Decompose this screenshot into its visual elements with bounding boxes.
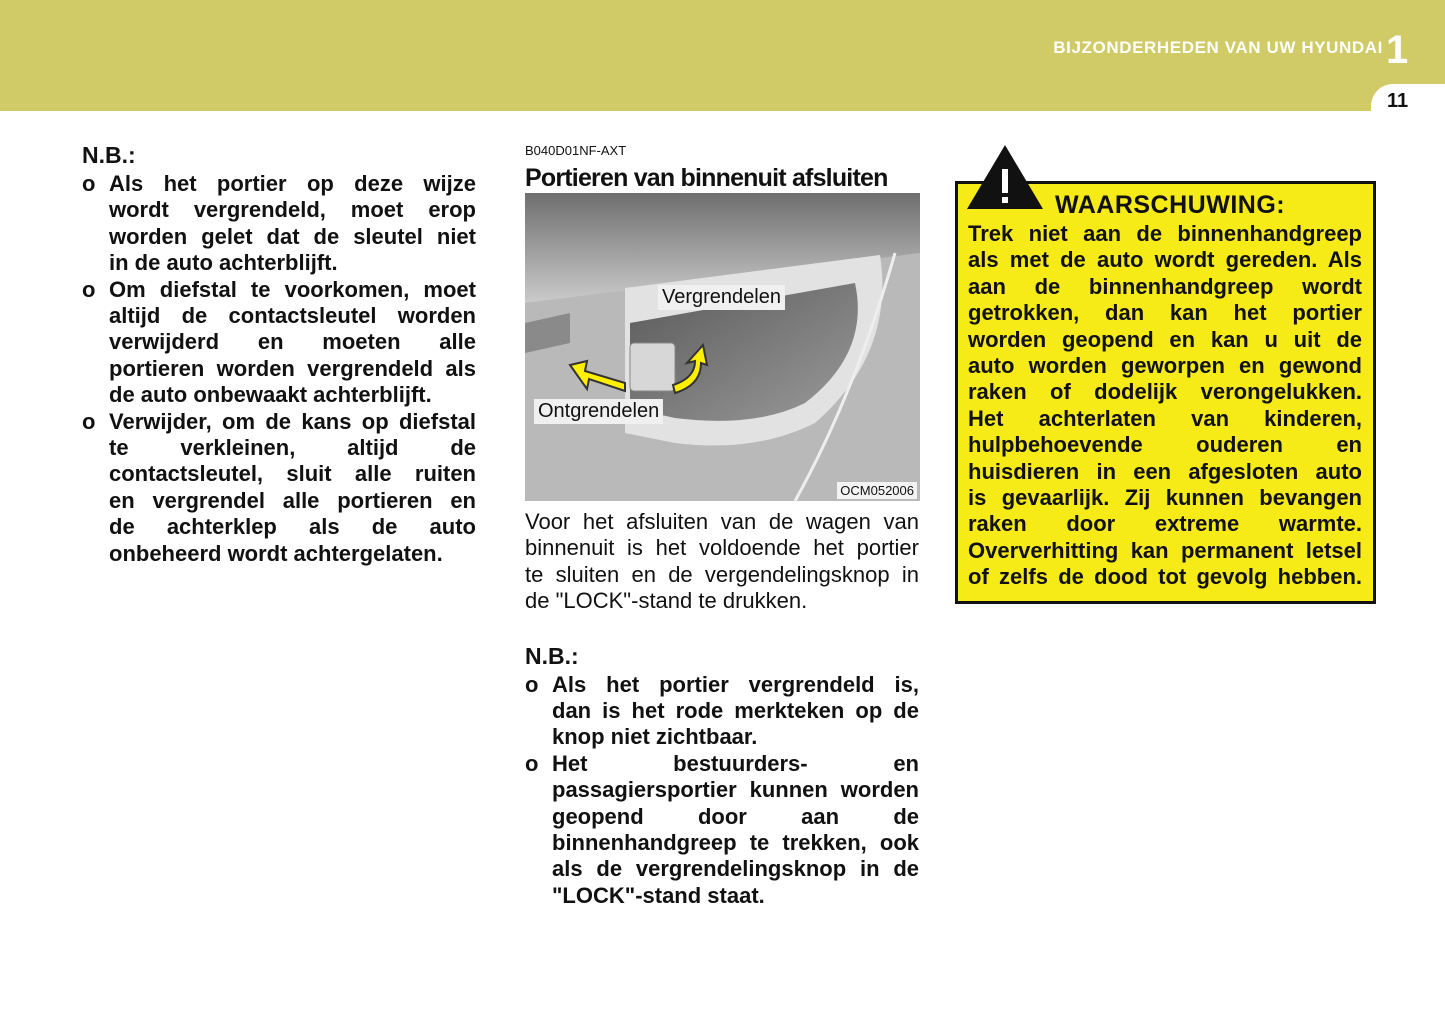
bullet-item bbox=[82, 171, 476, 277]
text-line: te verkleinen, altijd de bbox=[109, 435, 476, 461]
chapter-title: BIJZONDERHEDEN VAN UW HYUNDAI bbox=[1053, 38, 1383, 57]
bullet-marker: o bbox=[525, 671, 539, 697]
text-line: te sluiten en de vergendelingsknop in bbox=[525, 561, 919, 587]
text-line: als de vergrendelingsknop in de bbox=[552, 856, 919, 882]
text-line: huisdieren in een afgesloten auto bbox=[968, 458, 1362, 484]
text-line: Oververhitting kan permanent letsel bbox=[968, 537, 1362, 563]
text-line: de auto onbewaakt achterblijft. bbox=[109, 382, 432, 408]
text-line: Trek niet aan de binnenhandgreep bbox=[968, 221, 1362, 246]
text-line: geopend door aan de bbox=[552, 803, 919, 829]
middle-column bbox=[525, 143, 919, 193]
text-line: contactsleutel, sluit alle ruiten bbox=[109, 461, 476, 487]
middle-body bbox=[525, 509, 919, 909]
text-line: Het bestuurders- en bbox=[552, 750, 919, 776]
text-line: Om diefstal te voorkomen, moet bbox=[109, 276, 476, 302]
bullet-marker: o bbox=[82, 276, 96, 302]
text-line: de "LOCK"-stand te drukken. bbox=[525, 588, 808, 614]
nb-heading-middle: N.B.: bbox=[525, 642, 579, 669]
text-line: "LOCK"-stand staat. bbox=[552, 882, 765, 908]
chapter-number: 1 bbox=[1386, 28, 1409, 72]
text-line: passagiersportier kunnen worden bbox=[552, 777, 919, 803]
warning-text bbox=[968, 221, 1362, 591]
section-code: B040D01NF-AXT bbox=[525, 143, 627, 158]
warning-title: WAARSCHUWING: bbox=[1055, 191, 1286, 219]
door-lock-figure bbox=[525, 193, 920, 501]
text-line: hulpbehoevende ouderen en bbox=[968, 432, 1362, 458]
section-title: Portieren van binnenuit afsluiten bbox=[525, 164, 888, 192]
figure-code: OCM052006 bbox=[837, 482, 917, 499]
text-line: Voor het afsluiten van de wagen van bbox=[525, 509, 919, 534]
bullet-item bbox=[82, 277, 476, 409]
text-line: altijd de contactsleutel worden bbox=[109, 303, 476, 329]
warning-triangle-icon bbox=[965, 143, 1045, 211]
text-line: auto worden geworpen en gewond bbox=[968, 353, 1362, 379]
text-line: en vergrendel alle portieren en bbox=[109, 487, 476, 513]
text-line: dan is het rode merkteken op de bbox=[552, 698, 919, 724]
text-line: worden gelet dat de sleutel niet bbox=[109, 223, 476, 249]
bullet-item bbox=[525, 751, 919, 909]
text-line: onbeheerd wordt achtergelaten. bbox=[109, 540, 443, 566]
text-line: Als het portier op deze wijze bbox=[109, 171, 476, 196]
text-line: in de auto achterblijft. bbox=[109, 250, 338, 276]
text-line: Het achterlaten van kinderen, bbox=[968, 405, 1362, 431]
text-line: Verwijder, om de kans op diefstal bbox=[109, 408, 476, 434]
bullet-item bbox=[82, 409, 476, 567]
text-line: getrokken, dan kan het portier bbox=[968, 300, 1362, 326]
text-line: als met de auto wordt gereden. Als bbox=[968, 247, 1362, 273]
bullet-marker: o bbox=[525, 750, 539, 776]
nb-heading: N.B.: bbox=[82, 142, 136, 168]
text-line: binnenhandgreep te trekken, ook bbox=[552, 830, 919, 856]
text-line: binnenuit is het voldoende het portier bbox=[525, 535, 919, 561]
text-line: Als het portier vergrendeld is, bbox=[552, 671, 919, 697]
text-line: is gevaarlijk. Zij kunnen bevangen bbox=[968, 485, 1362, 511]
text-line: de achterklep als de auto bbox=[109, 514, 476, 540]
bullet-item bbox=[525, 672, 919, 751]
text-line: wordt vergrendeld, moet erop bbox=[109, 197, 476, 223]
text-line: raken door extreme warmte. bbox=[968, 511, 1362, 537]
bullet-marker: o bbox=[82, 408, 96, 434]
text-line: portieren worden vergrendeld als bbox=[109, 355, 476, 381]
text-line: of zelfs de dood tot gevolg hebben. bbox=[968, 564, 1362, 590]
page-number: 11 bbox=[1387, 90, 1409, 112]
door-handle-illustration bbox=[525, 193, 920, 501]
bullet-marker: o bbox=[82, 171, 96, 196]
text-line: raken of dodelijk verongelukken. bbox=[968, 379, 1362, 405]
text-line: worden geopend en kan u uit de bbox=[968, 326, 1362, 352]
lock-label: Vergrendelen bbox=[658, 285, 785, 310]
text-line: verwijderd en moeten alle bbox=[109, 329, 476, 355]
unlock-label: Ontgrendelen bbox=[534, 399, 663, 424]
text-line: knop niet zichtbaar. bbox=[552, 724, 758, 750]
text-line: aan de binnenhandgreep wordt bbox=[968, 273, 1362, 299]
left-column bbox=[82, 142, 476, 567]
